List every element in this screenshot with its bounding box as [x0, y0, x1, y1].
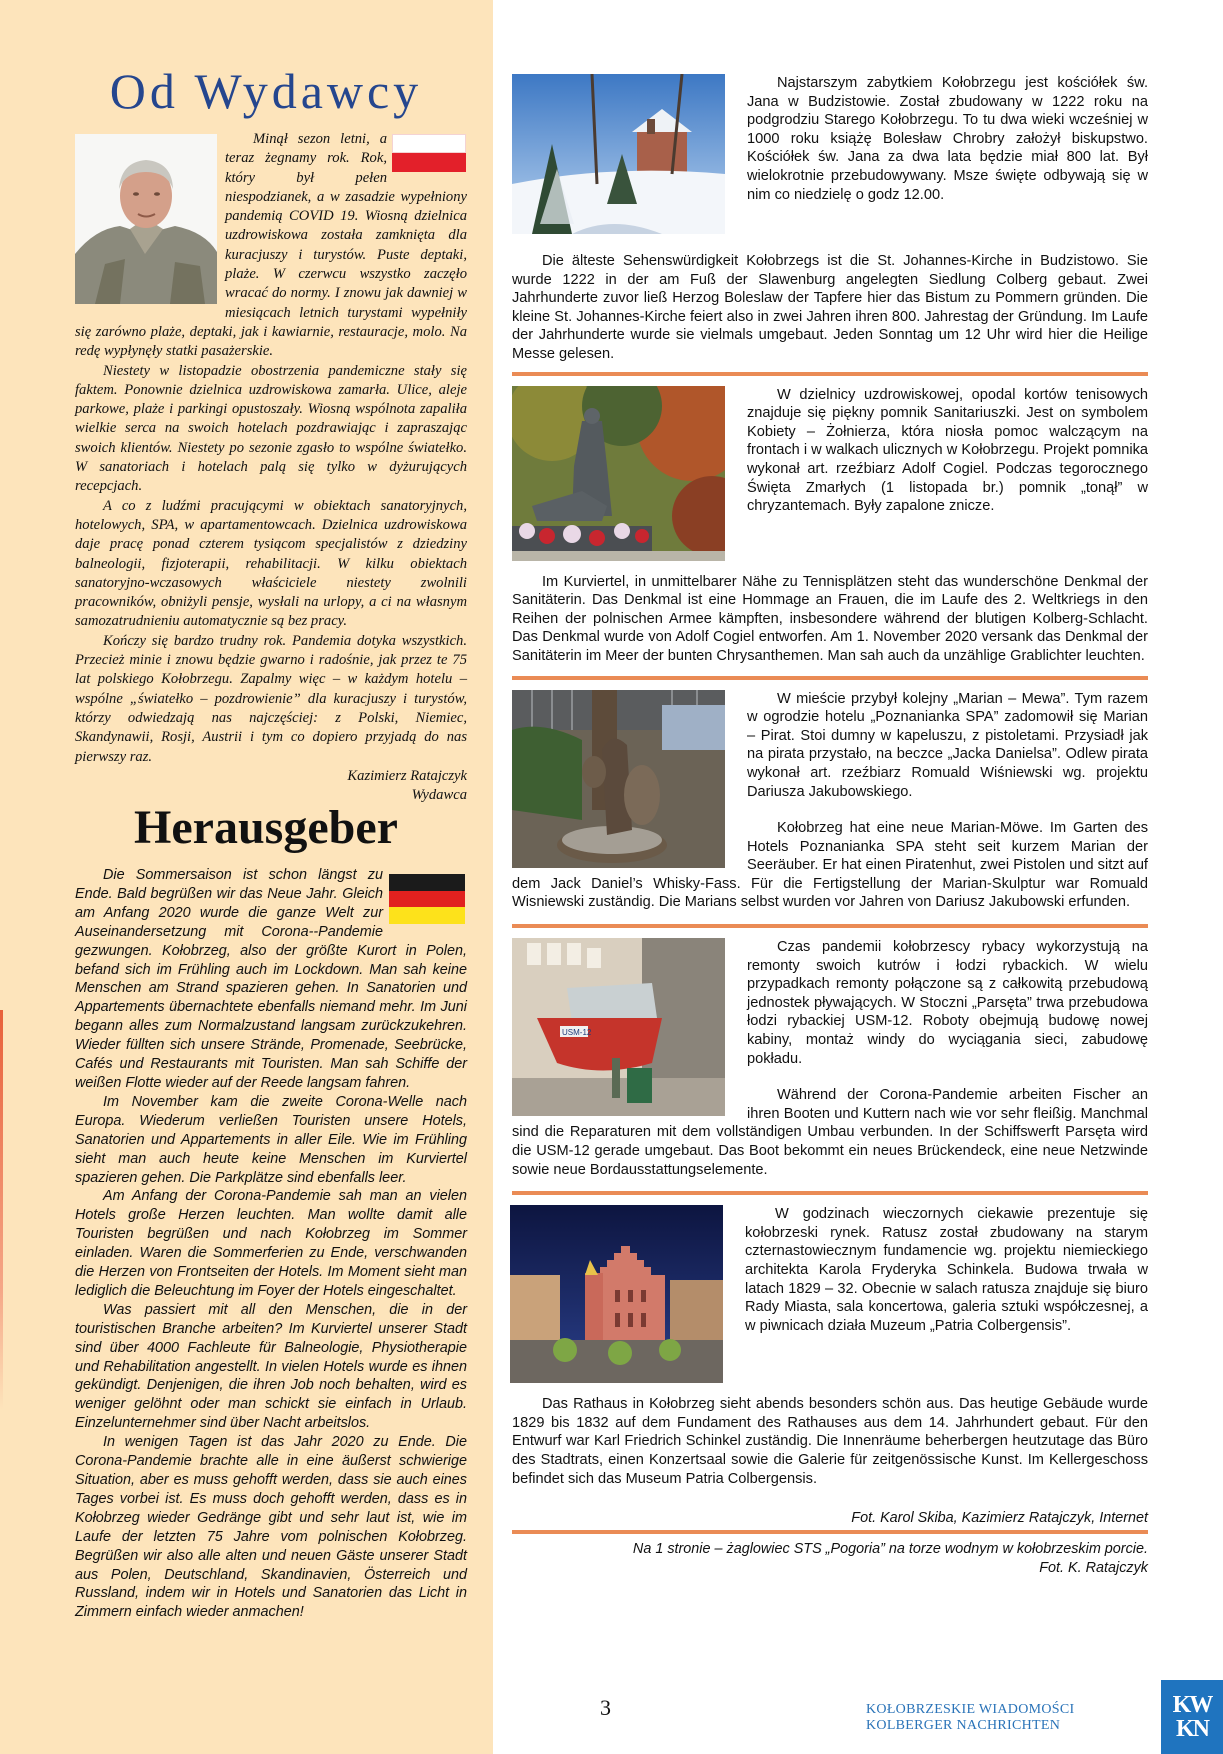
- article-text-german: Das Rathaus in Kołobrzeg sieht abends besonders schön aus. Das heutige Gebäude wurde 1829 bis 1832 auf dem Fundament des Rathauses aus dem 14. Jahrhundert gebaut. Für den Entwurf war Karl Friedrich Schinkel zuständig. Die Innenräume beherbergen heutzutage das Büro des Stadtrats, einen Konzertsaal sowie die Galerie für zeitgenössische Kunst. Im Kellergeschoss befindet sich das Museum Patria Colbergensis.: [512, 1396, 1148, 1487]
- article-text-german: Im Kurviertel, in unmittelbarer Nähe zu Tennisplätzen steht das wunderschöne Denkmal der Sanitäterin. Das Denkmal ist eine Hommage an Frauen, die im Laufe des 2. Weltkriegs in den Reihen der polnischen Armee kämpften, insbesondere während der blutigen Kolberg-Schlacht. Das Denkmal wurde von Adolf Cogiel entworfen. Am 1. November 2020 versank das Denkmal der Sanitäterin im Meer der bunten Chrysanthemen. Man sah auch da unzählige Grablichter leuchten.: [512, 573, 1148, 664]
- masthead-german: KOLBERGER NACHRICHTEN: [866, 1718, 1061, 1733]
- article-fishing-boat: [512, 938, 1148, 1195]
- nurse-monument-photo: [512, 386, 725, 561]
- polish-paragraph: A co z ludźmi pracującymi w obiektach sanatoryjnych, hotelowych, SPA, w apartamentowcach. Dzielnica uzdrowiskowa daje pracę ponad czterem tysiącom specjalistów z dziedziny balneologii, fizjoterapii, rehabilitacji. W kilku obiektach sanatoryjno-wczasowych właściciele niestety zwolnili pracowników, obniżyli pensje, wysłali na urlopy, a ci na własnym samozatrudnieniu automatycznie są bez pracy.: [75, 497, 467, 630]
- article-text-german: Kołobrzeg hat eine neue Marian-Möwe. Im Garten des Hotels Poznanianka SPA steht seit kurzem Marian der Seeräuber. Er hat einen Piratenhut, zwei Pistolen und sitzt auf dem Jack Daniel’s Whisky-Fass. Für die Fertigstellung der Marian-Skulptur war Romuald Wisniewski zuständig. Die Marians selbst wurden vor Jahren von Dariusz Jakubowski erfunden.: [512, 820, 1148, 911]
- german-paragraph: Am Anfang der Corona-Pandemie sah man an vielen Hotels große Herzen leuchten. Man wollte damit alle Touristen begrüßen und nach Kołobrzeg im Sommer einladen. Waren die Sommerferien zu Ende, verschwanden die Herzen von Frontseiten der Hotels. Im Moment sieht man lediglich die Beleuchtung im Foyer der Hotels eingeschaltet.: [75, 1188, 467, 1299]
- article-monument: [512, 386, 1148, 680]
- article-text-polish: Czas pandemii kołobrzescy rybacy wykorzystują na remonty swoich kutrów i łodzi rybackich. W wielu przypadkach remonty połączone są z całkowitą przebudową jednostek pływających. W Stoczni „Parsęta” trwa przebudowa łodzi rybackiej USM-12. Roboty obejmują budowę nowej kabiny, montaż windy do wyciągania sieci, zabudowę pokładu.: [747, 939, 1148, 1067]
- pirate-seagull-sculpture-photo: [512, 690, 725, 868]
- page-number: 3: [600, 1695, 611, 1720]
- german-editorial-title: Herausgeber: [134, 801, 398, 854]
- masthead-polish: KOŁOBRZESKIE WIADOMOŚCI: [866, 1702, 1075, 1717]
- polish-paragraph: Minął sezon letni, a teraz żegnamy rok. Rok, który był pełen niespodzianek, a w zasadzie wypełniony pandemią COVID 19. Wiosną dzielnica uzdrowiskowa została zamknięta dla kuracjuszy i turystów. Puste deptaki, plaże. W czerwcu wszystko zaczęło wracać do normy. I znowu jak dawniej w miesiącach letnich turystami wypełniły się zarówno plaże, deptaki, jak i kawiarnie, restauracje, molo. Na redę wypłynęły statki pasażerskie.: [75, 131, 467, 360]
- section-divider: [512, 1191, 1148, 1195]
- article-text-german: Während der Corona-Pandemie arbeiten Fischer an ihren Booten und Kuttern nach wie vor sehr fleißig. Manchmal sind die Reparaturen mit dem vollständigen Umbau verbunden. In der Schiffswerft Parsęta wird die USM-12 gerade umgebaut. Das Boot bekommt ein neues Brückendeck, eine neue Netzwinde sowie neue Bordausstattungselemente.: [512, 1087, 1148, 1178]
- article-church: [512, 70, 1148, 376]
- editorial-column: [0, 0, 493, 1754]
- section-divider: [512, 676, 1148, 680]
- german-paragraph: Was passiert mit all den Menschen, die in der touristischen Branche arbeiten? Im Kurviertel unserer Stadt sind über 4000 Fachleute für Balneologie, Physiotherapie und Rehabilitation angestellt. In vielen Hotels wurde es ihnen gekündigt. Denjenigen, die ihren Job noch behalten, wird es weniger gelöhnt oder man schickt sie einfach in Urlaub. Einzelunternehmer sind über Nacht arbeitslos.: [75, 1301, 467, 1432]
- cover-photo-credit: Fot. K. Ratajczyk: [1039, 1559, 1148, 1576]
- article-text-german: Die älteste Sehenswürdigkeit Kołobrzegs ist die St. Johannes-Kirche in Budzistowo. Sie wurde 1222 in der am Fuß der Slawenburg angelegten Siedlung Colberg gebaut. Zwei Jahrhunderte zuvor ließ Herzog Boleslaw der Tapfere hier das Bistum zu Pommern gründen. Die kleine St. Johannes-Kirche feiert also in zwei Jahren ihren 800. Jahrestag der Gründung. Im Laufe der Jahrhunderte wurde sie vielmals umgebaut. Jeden Sonntag um 12 Uhr wird hier die Heilige Messe gelesen.: [512, 253, 1148, 362]
- german-paragraph: Die Sommersaison ist schon längst zu Ende. Bald begrüßen wir das Neue Jahr. Gleich am Anfang 2020 wurde die ganze Welt zur Auseinandersetzung mit Corona--Pandemie gezwungen. Kołobrzeg, also der größte Kurort in Polen, befand sich im Frühling auch im Lockdown. Man sah keine Menschen am Strand spazieren gehen. In Sanatorien und Appartements übernachtete ebenfalls niemand mehr. Im Juni begann alles zum Normalzustand langsam zurückzukehren. Wieder füllten sich unsere Strände, Promenade, Seebrücke, Cafés und Restaurants mit Touristen. Man sah Schiffe der weißen Flotte wieder auf der Reede langsam fahren.: [75, 867, 467, 1091]
- article-text-polish: W dzielnicy uzdrowiskowej, opodal kortów tenisowych znajduje się piękny pomnik Sanitariuszki. Jest on symbolem Kobiety – Żołnierza, która niosła pomoc walczącym na frontach i w walkach ulicznych w Kołobrzegu. Projekt pomnika wykonał art. rzeźbiarz Adolf Cogiel. Podczas tegorocznego Święta Zmarłych (1 listopada br.) pomnik „tonął” w chryzantemach. Były zapalone znicze.: [747, 386, 1148, 515]
- boat-hull-label: USM-12: [562, 1028, 592, 1038]
- logo-bottom-letters: KN: [1176, 1716, 1208, 1742]
- logo-top-letters: KW: [1172, 1692, 1212, 1718]
- town-hall-at-night-photo: [510, 1205, 723, 1383]
- section-divider: [512, 1530, 1148, 1534]
- article-text-polish: W godzinach wieczornych ciekawie prezentuje się kołobrzeski rynek. Ratusz został zbudowany na starym czternastowiecznym fundamencie wg. projektu niemieckiego architekta Karola Fryderyka Schinkela. Budowa trwała w latach 1829 – 32. Obecnie w salach ratusza znajduje się biuro Rady Miasta, sala koncertowa, galeria sztuki współczesnej, a w piwnicach działa Muzeum „Patria Colbergensis”.: [745, 1206, 1148, 1334]
- masthead: [866, 1702, 1074, 1734]
- german-editorial-body: [75, 866, 467, 1622]
- article-pirate-sculpture: [512, 690, 1148, 929]
- edge-accent-strip: [0, 1010, 3, 1410]
- polish-paragraph: Niestety w listopadzie obostrzenia pandemiczne stały się faktem. Ponownie dzielnica uzdrowiskowa zamarła. Ulice, aleje parkowe, plaże i parkingi opustoszały. Wiosną wspólnota zapaliła wielkie serca na swoich hotelach pozdrawiając i zapraszając swoich klientów. Niestety po sezonie zgasło to wspólne światełko. W sanatoriach i hotelach palą się tylko w dyżurujących recepcjach.: [75, 362, 467, 495]
- church-in-snow-photo: [512, 74, 725, 234]
- article-town-hall: [512, 1205, 1148, 1488]
- photo-credit: Fot. Karol Skiba, Kazimierz Ratajczyk, Internet: [851, 1510, 1148, 1527]
- cover-photo-note: Na 1 stronie – żaglowiec STS „Pogoria” na torze wodnym w kołobrzeskim porcie.: [632, 1541, 1148, 1558]
- articles-column: [512, 70, 1148, 1577]
- signature-name: Kazimierz Ratajczyk: [347, 767, 467, 784]
- polish-editorial-title: Od Wydawcy: [109, 63, 423, 119]
- polish-paragraph: Kończy się bardzo trudny rok. Pandemia dotyka wszystkich. Przecież minie i znowu będzie gwarno i radośnie, jak przez te 75 lat polskiego Kołobrzegu. Zapalmy więc – w każdym hotelu – wspólne „światełko – pozdrowienie” dla kuracjuszy i turystów, którzy odwiedzają nas najczęściej: z Polski, Niemiec, Skandynawii, Rosji, Austrii i tym co dopiero przyjadą do nas pierwszy raz.: [75, 632, 467, 765]
- kw-logo-icon: [1161, 1680, 1223, 1754]
- fishing-boat-shipyard-photo: [512, 938, 725, 1116]
- section-divider: [512, 372, 1148, 376]
- section-divider: [512, 924, 1148, 928]
- polish-editorial-body: [75, 130, 467, 805]
- article-text-polish: W mieście przybył kolejny „Marian – Mewa”. Tym razem w ogrodzie hotelu „Poznanianka SPA” zadomowił się Marian – Pirat. Stoi dumny w kapeluszu, z pistoletami. Przysiadł jak na pirata przystało, na beczce „Jacka Danielsa”. Odlew pirata wykonał art. rzeźbiarz Romuald Wiśniewski wg. projektu Dariusza Jakubowskiego.: [747, 690, 1148, 800]
- german-paragraph: In wenigen Tagen ist das Jahr 2020 zu Ende. Die Corona-Pandemie brachte alle in eine äußerst schwierige Situation, aber es muss gehofft werden, dass sie auch eines Tages vorbei ist. Es muss doch gehofft werden, dass es in Kołobrzeg wieder Gedränge gibt und sehr laut ist, wie im Laufe der letzten 75 Jahre vom polnischen Kołobrzeg. Begrüßen wir also alle alten und neuen Gäste unserer Stadt aus Polen, Deutschland, Skandinavien, Österreich und Russland, indem wir in Hotels und Sanatorien das Licht in Zimmern einfach wieder anmachen!: [75, 1434, 467, 1621]
- german-paragraph: Im November kam die zweite Corona-Welle nach Europa. Wiederum verließen Touristen unsere Hotels, Sanatorien und Appartements in aller Eile. Wie im Frühling sieht man auch heute keine Menschen im Kurviertel spazieren gehen. Die Parkplätze sind ebenfalls leer.: [75, 1093, 467, 1186]
- signature-role: Wydawca: [411, 787, 467, 804]
- article-text-polish: Najstarszym zabytkiem Kołobrzegu jest kościółek św. Jana w Budzistowie. Został zbudowany w 1222 roku na podgrodziu Starego Kołobrzegu. To tu dwa wieki wcześniej w 1000 roku książę Bolesław Chrobry założył biskupstwo. Kościółek św. Jana za dwa lata będzie miał 800 lat. Był wielokrotnie przebudowywany. Msze święte odbywają się w nim co niedzielę o godz 12.00.: [747, 75, 1148, 203]
